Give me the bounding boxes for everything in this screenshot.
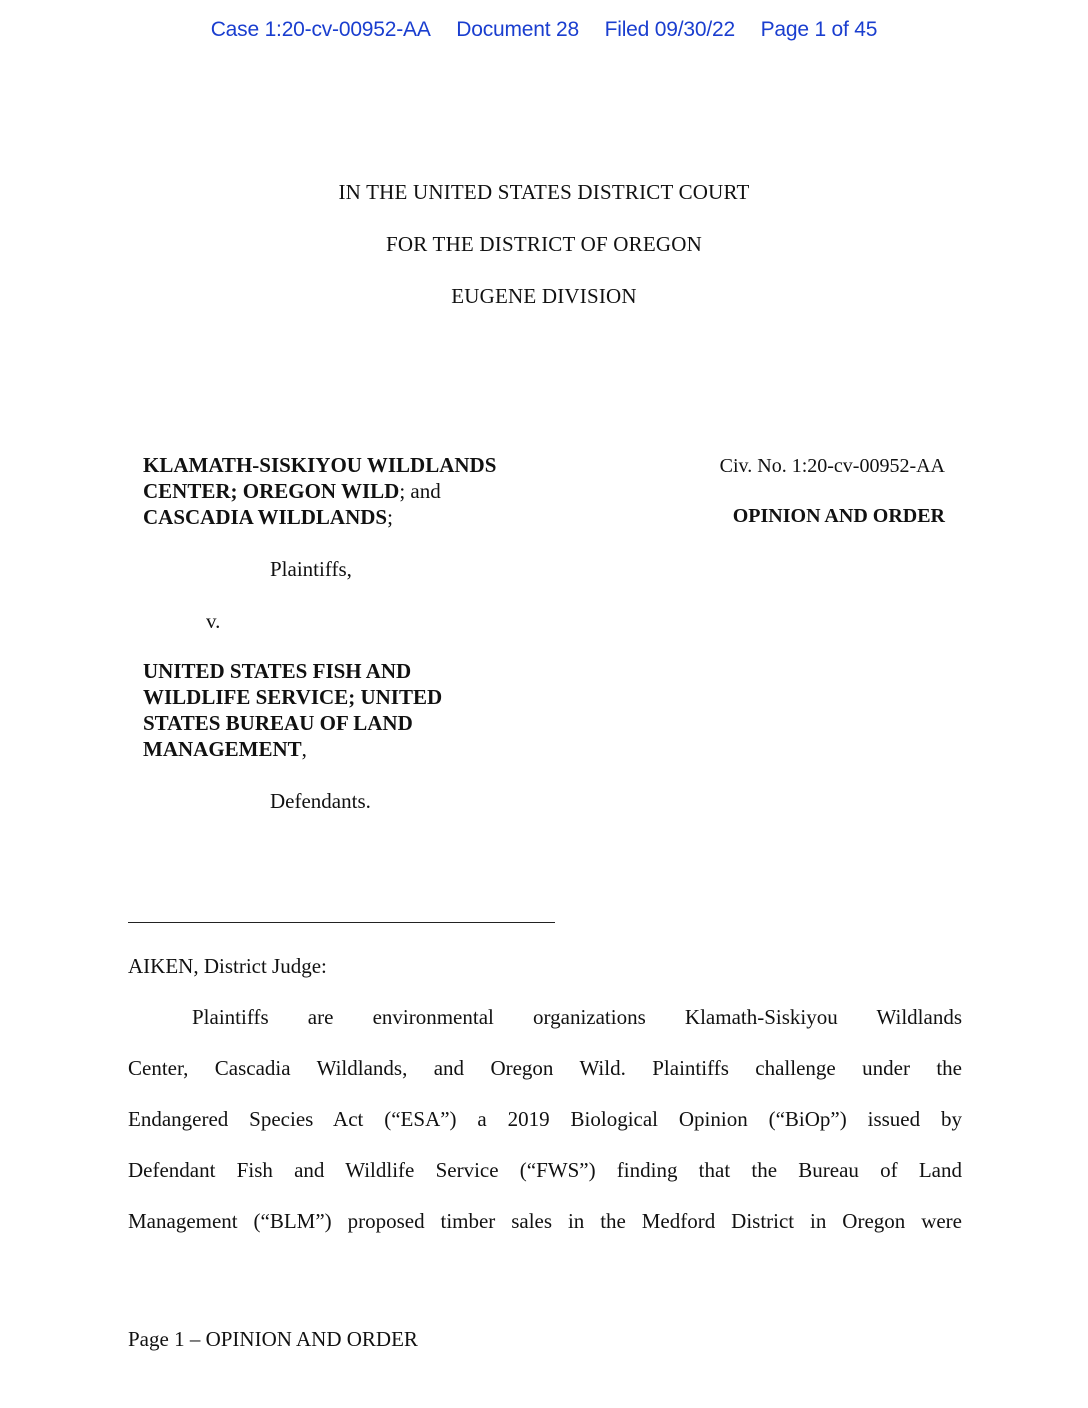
defendant-name-line: STATES BUREAU OF LAND [143,711,413,735]
paragraph-line: Endangered Species Act (“ESA”) a 2019 Biological Opinion (“BiOp”) issued by [128,1107,962,1131]
plaintiff-name-line: KLAMATH-SISKIYOU WILDLANDS [143,453,497,477]
civil-number: Civ. No. 1:20-cv-00952-AA [719,455,945,477]
paragraph-line: Plaintiffs are environmental organizations Klamath-Siskiyou Wildlands [192,1005,962,1029]
defendant-name-line: UNITED STATES FISH AND [143,659,412,683]
court-name: IN THE UNITED STATES DISTRICT COURT [338,180,750,204]
court-division: EUGENE DIVISION [451,284,637,308]
versus-label: v. [206,609,221,633]
plaintiff-name-line: CENTER; OREGON WILD; and [143,479,441,503]
document-type: OPINION AND ORDER [732,505,945,527]
paragraph-line: Defendant Fish and Wildlife Service (“FWS”) finding that the Bureau of Land [128,1158,962,1182]
defendant-name-line: MANAGEMENT, [143,737,307,761]
court-district: FOR THE DISTRICT OF OREGON [386,232,702,256]
page-footer: Page 1 – OPINION AND ORDER [128,1327,418,1351]
plaintiffs-label: Plaintiffs, [270,557,352,581]
filed-date: Filed 09/30/22 [604,18,735,41]
plaintiff-name-line: CASCADIA WILDLANDS; [143,505,393,529]
caption-divider [128,922,555,923]
defendants-label: Defendants. [270,789,371,813]
case-number: Case 1:20-cv-00952-AA [210,18,431,41]
opinion-paragraph [128,992,962,1247]
defendant-name-line: WILDLIFE SERVICE; UNITED [143,685,443,709]
judge-line: AIKEN, District Judge: [128,954,327,978]
filing-header [0,18,1088,42]
paragraph-line: Center, Cascadia Wildlands, and Oregon Wild. Plaintiffs challenge under the [128,1056,962,1080]
plaintiffs-block [143,452,496,530]
page-count: Page 1 of 45 [760,18,878,41]
paragraph-line: Management (“BLM”) proposed timber sales in the Medford District in Oregon were [128,1209,962,1233]
defendants-block [143,658,442,762]
document-number: Document 28 [456,18,579,41]
